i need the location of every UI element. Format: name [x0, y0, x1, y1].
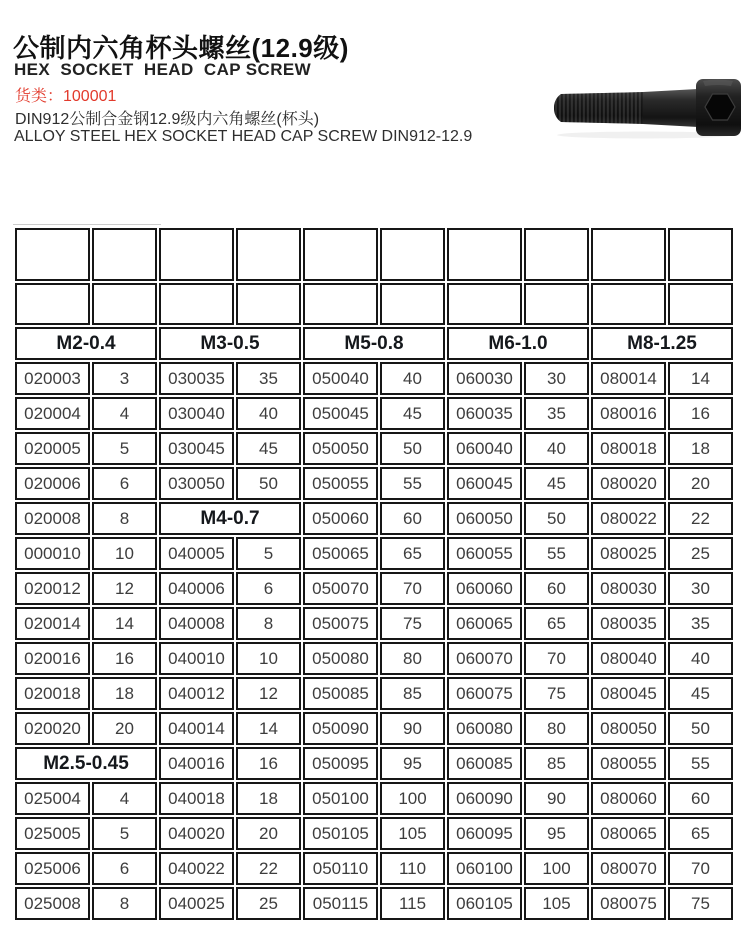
group-size-label: M2.5-0.45: [15, 747, 157, 780]
code-cell: 060100: [447, 852, 522, 885]
code-cell: 060035: [447, 397, 522, 430]
code-cell: 050075: [303, 607, 378, 640]
code-cell: 060090: [447, 782, 522, 815]
size-cell: 55: [524, 537, 589, 570]
code-cell: 060070: [447, 642, 522, 675]
code-cell: 020016: [15, 642, 90, 675]
size-cell: 85: [524, 747, 589, 780]
code-cell: 080018: [591, 432, 666, 465]
code-cell: 080050: [591, 712, 666, 745]
code-cell: 060065: [447, 607, 522, 640]
code-cell: 060050: [447, 502, 522, 535]
col-header-code-en: CODE: [15, 283, 90, 325]
size-cell: 14: [92, 607, 157, 640]
size-cell: 35: [236, 362, 301, 395]
group-size-label: M8-1.25: [591, 327, 733, 360]
table-row: [15, 852, 733, 885]
size-cell: 22: [668, 502, 733, 535]
code-cell: 060040: [447, 432, 522, 465]
size-cell: 8: [236, 607, 301, 640]
size-cell: 18: [668, 432, 733, 465]
code-cell: 080075: [591, 887, 666, 920]
table-row: [15, 607, 733, 640]
size-cell: 5: [92, 817, 157, 850]
code-cell: 050100: [303, 782, 378, 815]
code-cell: 080030: [591, 572, 666, 605]
col-header-size-cn: 规格: [92, 228, 157, 281]
spec-table: [13, 226, 735, 922]
code-cell: 040016: [159, 747, 234, 780]
code-cell: 020003: [15, 362, 90, 395]
size-cell: 90: [524, 782, 589, 815]
size-cell: 12: [92, 572, 157, 605]
size-cell: 4: [92, 397, 157, 430]
col-header-size-cn: 规格: [668, 228, 733, 281]
code-cell: 025008: [15, 887, 90, 920]
size-cell: 45: [668, 677, 733, 710]
col-header-code-en: CODE: [303, 283, 378, 325]
size-cell: 85: [380, 677, 445, 710]
col-header-size-en: SIZE: [236, 283, 301, 325]
code-cell: 040022: [159, 852, 234, 885]
code-cell: 050040: [303, 362, 378, 395]
size-cell: 115: [380, 887, 445, 920]
code-cell: 020012: [15, 572, 90, 605]
size-cell: 80: [524, 712, 589, 745]
code-cell: 060085: [447, 747, 522, 780]
col-header-code-en: CODE: [159, 283, 234, 325]
col-header-size-en: SIZE: [92, 283, 157, 325]
category-code: 货类：100001: [15, 88, 117, 105]
code-cell: 020020: [15, 712, 90, 745]
code-cell: 060075: [447, 677, 522, 710]
code-cell: 050045: [303, 397, 378, 430]
size-cell: 6: [92, 852, 157, 885]
code-cell: 050055: [303, 467, 378, 500]
code-cell: 050090: [303, 712, 378, 745]
size-cell: 65: [668, 817, 733, 850]
group-size-label: M4-0.7: [159, 502, 301, 535]
table-row: [15, 712, 733, 745]
code-cell: 080022: [591, 502, 666, 535]
size-cell: 65: [380, 537, 445, 570]
size-cell: 100: [524, 852, 589, 885]
size-cell: 40: [524, 432, 589, 465]
code-cell: 080045: [591, 677, 666, 710]
table-row: [15, 362, 733, 395]
code-cell: 080055: [591, 747, 666, 780]
table-row: [15, 642, 733, 675]
size-cell: 40: [668, 642, 733, 675]
code-cell: 030050: [159, 467, 234, 500]
code-cell: 020004: [15, 397, 90, 430]
code-cell: 025005: [15, 817, 90, 850]
size-cell: 100: [380, 782, 445, 815]
code-cell: 050110: [303, 852, 378, 885]
size-cell: 75: [380, 607, 445, 640]
code-cell: 040018: [159, 782, 234, 815]
code-cell: 080065: [591, 817, 666, 850]
code-cell: 060095: [447, 817, 522, 850]
code-cell: 040006: [159, 572, 234, 605]
table-row: [15, 537, 733, 570]
size-cell: 55: [668, 747, 733, 780]
code-cell: 080020: [591, 467, 666, 500]
size-cell: 60: [524, 572, 589, 605]
size-cell: 40: [236, 397, 301, 430]
table-row: [15, 782, 733, 815]
size-cell: 22: [236, 852, 301, 885]
code-cell: 030035: [159, 362, 234, 395]
code-cell: 040025: [159, 887, 234, 920]
code-cell: 080040: [591, 642, 666, 675]
size-cell: 8: [92, 502, 157, 535]
col-header-code-cn: 货号: [15, 228, 90, 281]
size-cell: 55: [380, 467, 445, 500]
table-row: [15, 817, 733, 850]
product-photo-screw-image: [545, 73, 747, 141]
size-cell: 10: [92, 537, 157, 570]
size-cell: 35: [524, 397, 589, 430]
size-cell: 50: [668, 712, 733, 745]
size-cell: 45: [236, 432, 301, 465]
col-header-code-en: CODE: [447, 283, 522, 325]
table-row: [15, 887, 733, 920]
code-cell: 080060: [591, 782, 666, 815]
size-cell: 95: [380, 747, 445, 780]
code-cell: 060055: [447, 537, 522, 570]
col-header-code-cn: 货号: [159, 228, 234, 281]
col-header-size-cn: 规格: [236, 228, 301, 281]
code-cell: 080035: [591, 607, 666, 640]
size-cell: 30: [524, 362, 589, 395]
table-row: [15, 572, 733, 605]
code-cell: 050060: [303, 502, 378, 535]
size-cell: 18: [236, 782, 301, 815]
group-size-label: M2-0.4: [15, 327, 157, 360]
size-cell: 65: [524, 607, 589, 640]
size-cell: 45: [524, 467, 589, 500]
code-cell: 080016: [591, 397, 666, 430]
size-cell: 20: [92, 712, 157, 745]
code-cell: 060045: [447, 467, 522, 500]
size-cell: 35: [668, 607, 733, 640]
size-cell: 30: [668, 572, 733, 605]
col-header-size-en: SIZE: [668, 283, 733, 325]
size-cell: 3: [92, 362, 157, 395]
code-cell: 040005: [159, 537, 234, 570]
table-row: [15, 397, 733, 430]
divider-line: [13, 224, 161, 225]
code-cell: 030045: [159, 432, 234, 465]
size-cell: 60: [668, 782, 733, 815]
table-row: [15, 677, 733, 710]
code-cell: 040010: [159, 642, 234, 675]
spec-table-body: [15, 228, 733, 920]
size-cell: 18: [92, 677, 157, 710]
code-cell: 040014: [159, 712, 234, 745]
size-cell: 70: [524, 642, 589, 675]
size-cell: 50: [380, 432, 445, 465]
product-desc-en: ALLOY STEEL HEX SOCKET HEAD CAP SCREW DIN912-12.9: [14, 128, 473, 145]
code-cell: 080025: [591, 537, 666, 570]
col-header-size-cn: 规格: [380, 228, 445, 281]
size-cell: 16: [236, 747, 301, 780]
size-cell: 70: [668, 852, 733, 885]
col-header-code-cn: 货号: [303, 228, 378, 281]
size-cell: 8: [92, 887, 157, 920]
size-cell: 14: [668, 362, 733, 395]
code-cell: 040012: [159, 677, 234, 710]
size-cell: 110: [380, 852, 445, 885]
size-cell: 5: [92, 432, 157, 465]
size-cell: 40: [380, 362, 445, 395]
code-cell: 025006: [15, 852, 90, 885]
group-size-label: M3-0.5: [159, 327, 301, 360]
size-cell: 14: [236, 712, 301, 745]
code-cell: 080070: [591, 852, 666, 885]
code-cell: 060030: [447, 362, 522, 395]
code-cell: 050095: [303, 747, 378, 780]
size-cell: 6: [92, 467, 157, 500]
code-cell: 020018: [15, 677, 90, 710]
col-header-size-en: SIZE: [380, 283, 445, 325]
code-cell: 025004: [15, 782, 90, 815]
code-cell: 050085: [303, 677, 378, 710]
size-cell: 16: [92, 642, 157, 675]
size-cell: 6: [236, 572, 301, 605]
code-cell: 040020: [159, 817, 234, 850]
col-header-code-en: CODE: [591, 283, 666, 325]
size-cell: 60: [380, 502, 445, 535]
size-cell: 105: [524, 887, 589, 920]
size-cell: 4: [92, 782, 157, 815]
code-cell: 060080: [447, 712, 522, 745]
size-cell: 5: [236, 537, 301, 570]
size-cell: 50: [524, 502, 589, 535]
col-header-code-cn: 货号: [447, 228, 522, 281]
table-row: [15, 747, 733, 780]
size-cell: 80: [380, 642, 445, 675]
code-cell: 050065: [303, 537, 378, 570]
header-row-cn: [15, 228, 733, 281]
size-cell: 70: [380, 572, 445, 605]
code-cell: 020014: [15, 607, 90, 640]
code-cell: 060105: [447, 887, 522, 920]
code-cell: 030040: [159, 397, 234, 430]
size-cell: 16: [668, 397, 733, 430]
size-cell: 10: [236, 642, 301, 675]
col-header-size-cn: 规格: [524, 228, 589, 281]
code-cell: 020005: [15, 432, 90, 465]
size-cell: 45: [380, 397, 445, 430]
header-row-en: [15, 283, 733, 325]
size-cell: 90: [380, 712, 445, 745]
code-cell: 000010: [15, 537, 90, 570]
size-cell: 75: [524, 677, 589, 710]
code-cell: 050050: [303, 432, 378, 465]
code-cell: 060060: [447, 572, 522, 605]
group-size-label: M5-0.8: [303, 327, 445, 360]
size-cell: 75: [668, 887, 733, 920]
size-cell: 25: [668, 537, 733, 570]
size-cell: 95: [524, 817, 589, 850]
size-cell: 25: [236, 887, 301, 920]
product-desc-cn: DIN912公制合金钢12.9级内六角螺丝(杯头): [15, 111, 320, 128]
page-title: 公制内六角杯头螺丝(12.9级): [13, 33, 349, 63]
group-size-label: M6-1.0: [447, 327, 589, 360]
page-subtitle-en: HEX SOCKET HEAD CAP SCREW: [14, 60, 312, 79]
table-row: [15, 467, 733, 500]
size-cell: 105: [380, 817, 445, 850]
table-row: [15, 502, 733, 535]
code-cell: 050105: [303, 817, 378, 850]
size-cell: 20: [236, 817, 301, 850]
table-row: [15, 432, 733, 465]
code-cell: 020006: [15, 467, 90, 500]
code-cell: 050070: [303, 572, 378, 605]
size-cell: 50: [236, 467, 301, 500]
code-cell: 050080: [303, 642, 378, 675]
code-cell: 080014: [591, 362, 666, 395]
size-cell: 20: [668, 467, 733, 500]
table-row: [15, 327, 733, 360]
code-cell: 050115: [303, 887, 378, 920]
col-header-code-cn: 货号: [591, 228, 666, 281]
code-cell: 020008: [15, 502, 90, 535]
code-cell: 040008: [159, 607, 234, 640]
size-cell: 12: [236, 677, 301, 710]
col-header-size-en: SIZE: [524, 283, 589, 325]
